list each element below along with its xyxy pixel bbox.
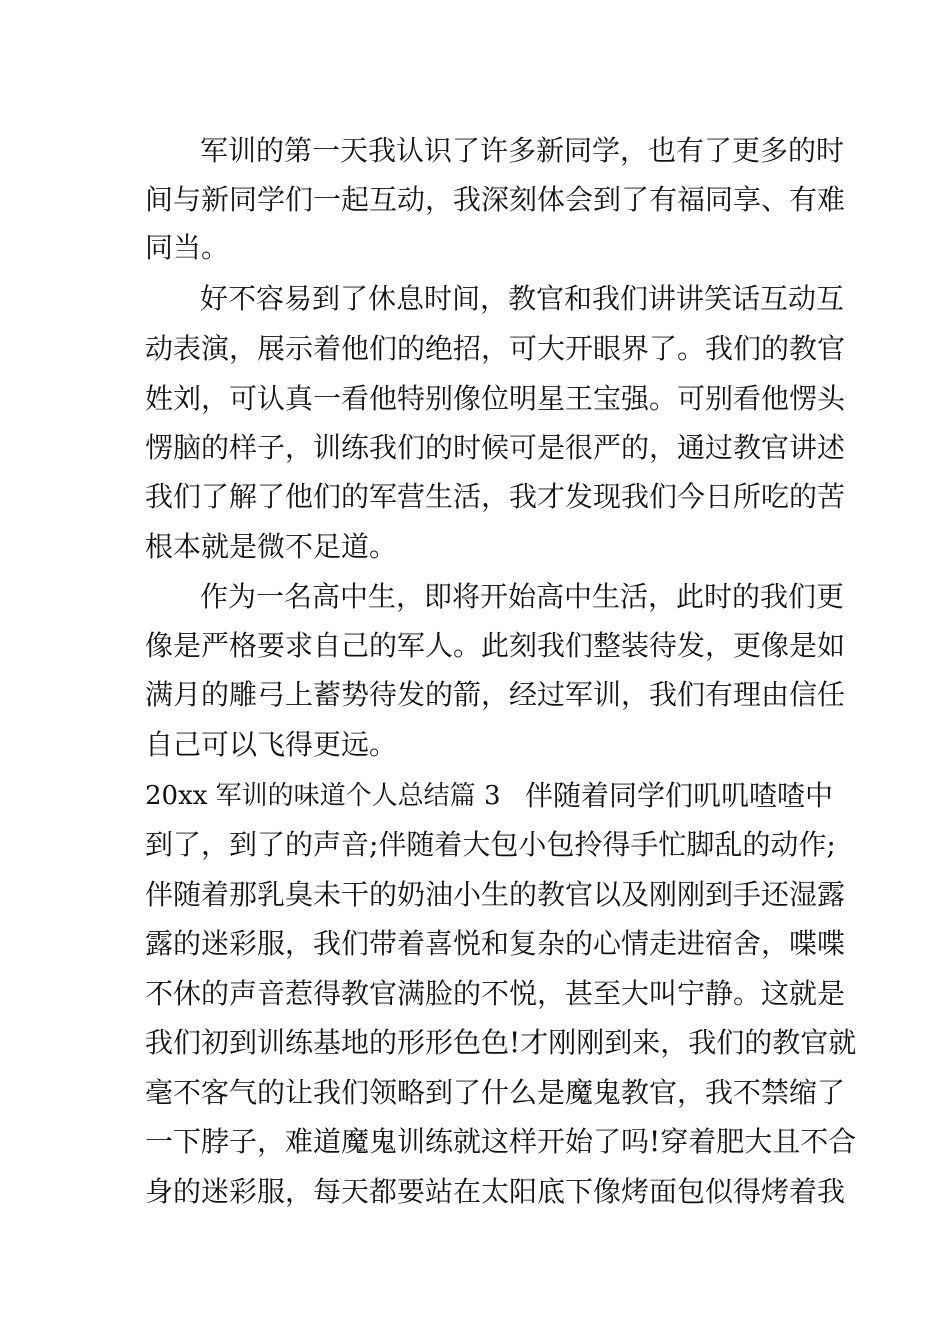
paragraph-4-line-3: 伴随着那乳臭未干的奶油小生的教官以及刚刚到手还湿露	[145, 878, 846, 911]
paragraph-3-line-1: 作为一名高中生，即将开始高中生活，此时的我们更	[200, 580, 845, 613]
paragraph-3-line-2: 像是严格要求自己的军人。此刻我们整装待发，更像是如	[145, 629, 846, 662]
paragraph-2-line-3: 姓刘，可认真一看他特别像位明星王宝强。可别看他愣头	[145, 382, 846, 415]
paragraph-2-line-1: 好不容易到了休息时间，教官和我们讲讲笑话互动互	[200, 282, 845, 315]
paragraph-2-line-4: 愣脑的样子，训练我们的时候可是很严的，通过教官讲述	[145, 431, 846, 464]
paragraph-3-line-4: 自己可以飞得更远。	[145, 728, 398, 761]
paragraph-1-line-1: 军训的第一天我认识了许多新同学，也有了更多的时	[200, 134, 845, 167]
paragraph-2-line-5: 我们了解了他们的军营生活，我才发现我们今日所吃的苦	[145, 480, 846, 513]
paragraph-4-line-1: 伴随着同学们叽叽喳喳中	[525, 779, 834, 812]
paragraph-1-line-2: 间与新同学们一起互动，我深刻体会到了有福同享、有难	[145, 183, 846, 216]
paragraph-3-line-3: 满月的雕弓上蓄势待发的箭，经过军训，我们有理由信任	[145, 678, 846, 711]
paragraph-1-line-3: 同当。	[145, 231, 230, 264]
paragraph-2-line-6: 根本就是微不足道。	[145, 530, 398, 563]
paragraph-2-line-2: 动表演，展示着他们的绝招，可大开眼界了。我们的教官	[145, 332, 846, 365]
paragraph-4-line-2: 到了，到了的声音;伴随着大包小包拎得手忙脚乱的动作;	[145, 828, 836, 861]
paragraph-4-line-6: 我们初到训练基地的形形色色!才刚刚到来，我们的教官就	[145, 1026, 857, 1059]
paragraph-4-line-8: 一下脖子，难道魔鬼训练就这样开始了吗!穿着肥大且不合	[145, 1125, 857, 1158]
paragraph-4-line-7: 毫不客气的让我们领略到了什么是魔鬼教官，我不禁缩了	[145, 1076, 846, 1109]
paragraph-4-line-9: 身的迷彩服，每天都要站在太阳底下像烤面包似得烤着我	[145, 1175, 846, 1208]
paragraph-4-line-5: 不休的声音惹得教官满脸的不悦，甚至大叫宁静。这就是	[145, 977, 846, 1010]
paragraph-4-line-4: 露的迷彩服，我们带着喜悦和复杂的心情走进宿舍，喋喋	[145, 927, 846, 960]
section-heading: 20xx 军训的味道个人总结篇 3	[145, 781, 501, 811]
